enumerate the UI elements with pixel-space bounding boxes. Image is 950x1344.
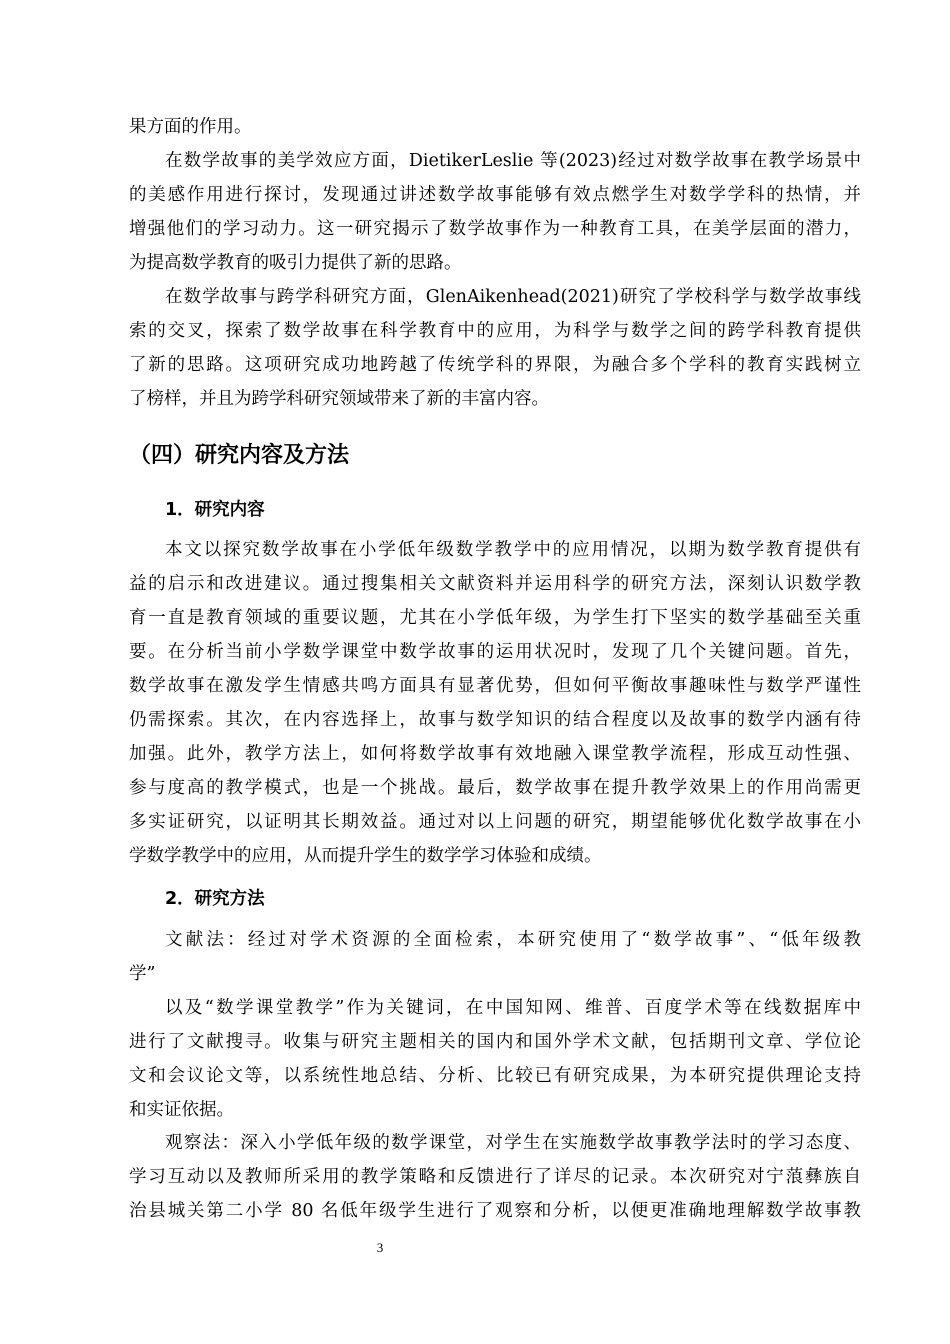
text-line: 本文以探究数学故事在小学低年级数学教学中的应用情况，以期为数学教育提供有 (165, 540, 861, 560)
text-line: 为提高数学教育的吸引力提供了新的思路。 (129, 253, 462, 273)
paragraph-research-content (129, 533, 861, 873)
text-line: 文和会议论文等，以系统性地总结、分析、比较已有研究成果，为本研究提供理论支持 (129, 1066, 861, 1086)
text-line: 观察法：深入小学低年级的数学课堂，对学生在实施数学故事教学法时的学习态度、 (165, 1133, 861, 1153)
subsection-heading-content: 1．研究内容 (165, 500, 265, 520)
text-line: 学数学教学中的应用，从而提升学生的数学学习体验和成绩。 (129, 846, 602, 866)
text-line: 数学故事在激发学生情感共鸣方面具有显著优势，但如何平衡故事趣味性与数学严谨性 (129, 676, 861, 696)
text-line: 参与度高的教学模式，也是一个挑战。最后，数学故事在提升教学效果上的作用尚需更 (129, 778, 861, 798)
text-line: 在数学故事与跨学科研究方面，GlenAikenhead(2021)研究了学校科学与数学故事线 (165, 287, 861, 307)
text-line: 的美感作用进行探讨，发现通过讲述数学故事能够有效点燃学生对数学学科的热情，并 (129, 185, 861, 205)
text-line: 在数学故事的美学效应方面，DietikerLeslie 等(2023)经过对数学故事在教学场景中 (165, 151, 861, 171)
text-line: 以及“数学课堂教学”作为关键词，在中国知网、维普、百度学术等在线数据库中 (165, 998, 861, 1018)
text-line: 益的启示和改进建议。通过搜集相关文献资料并运用科学的研究方法，深刻认识数学教 (129, 574, 861, 594)
text-line: 育一直是教育领域的重要议题，尤其在小学低年级，为学生打下坚实的数学基础至关重 (129, 608, 861, 628)
paragraph-aesthetics (129, 144, 861, 280)
text-line: 多实证研究，以证明其长期效益。通过对以上问题的研究，期望能够优化数学故事在小 (129, 812, 861, 832)
page-number: 3 (376, 1240, 384, 1255)
text-line: 学习互动以及教师所采用的教学策略和反馈进行了详尽的记录。本次研究对宁蒗彝族自 (129, 1167, 861, 1187)
section-heading: （四）研究内容及方法 (129, 443, 350, 468)
text-line: 果方面的作用。 (129, 117, 252, 137)
text-line: 文献法：经过对学术资源的全面检索，本研究使用了“数学故事”、“低年级教 (165, 930, 861, 950)
subsection-heading-methods: 2．研究方法 (165, 889, 265, 909)
text-line: 要。在分析当前小学数学课堂中数学故事的运用状况时，发现了几个关键问题。首先， (129, 642, 861, 662)
paragraph-literature-method (129, 923, 861, 991)
text-line: 学” (129, 964, 156, 984)
text-line: 加强。此外，教学方法上，如何将数学故事有效地融入课堂教学流程，形成互动性强、 (129, 744, 861, 764)
paragraph-observation-method (129, 1126, 861, 1228)
paragraph-interdisciplinary (129, 280, 861, 416)
text-line: 治县城关第二小学 80 名低年级学生进行了观察和分析，以便更准确地理解数学故事教 (129, 1201, 861, 1221)
text-line: 仍需探索。其次，在内容选择上，故事与数学知识的结合程度以及故事的数学内涵有待 (129, 710, 861, 730)
paragraph-continuation (129, 110, 861, 144)
text-line: 增强他们的学习动力。这一研究揭示了数学故事作为一种教育工具，在美学层面的潜力， (129, 219, 861, 239)
text-line: 索的交叉，探索了数学故事在科学教育中的应用，为科学与数学之间的跨学科教育提供 (129, 321, 861, 341)
text-line: 进行了文献搜寻。收集与研究主题相关的国内和国外学术文献，包括期刊文章、学位论 (129, 1032, 861, 1052)
text-line: 和实证依据。 (129, 1100, 234, 1120)
paragraph-keywords (129, 991, 861, 1127)
text-line: 了新的思路。这项研究成功地跨越了传统学科的界限，为融合多个学科的教育实践树立 (129, 355, 861, 375)
text-line: 了榜样，并且为跨学科研究领域带来了新的丰富内容。 (129, 389, 549, 409)
